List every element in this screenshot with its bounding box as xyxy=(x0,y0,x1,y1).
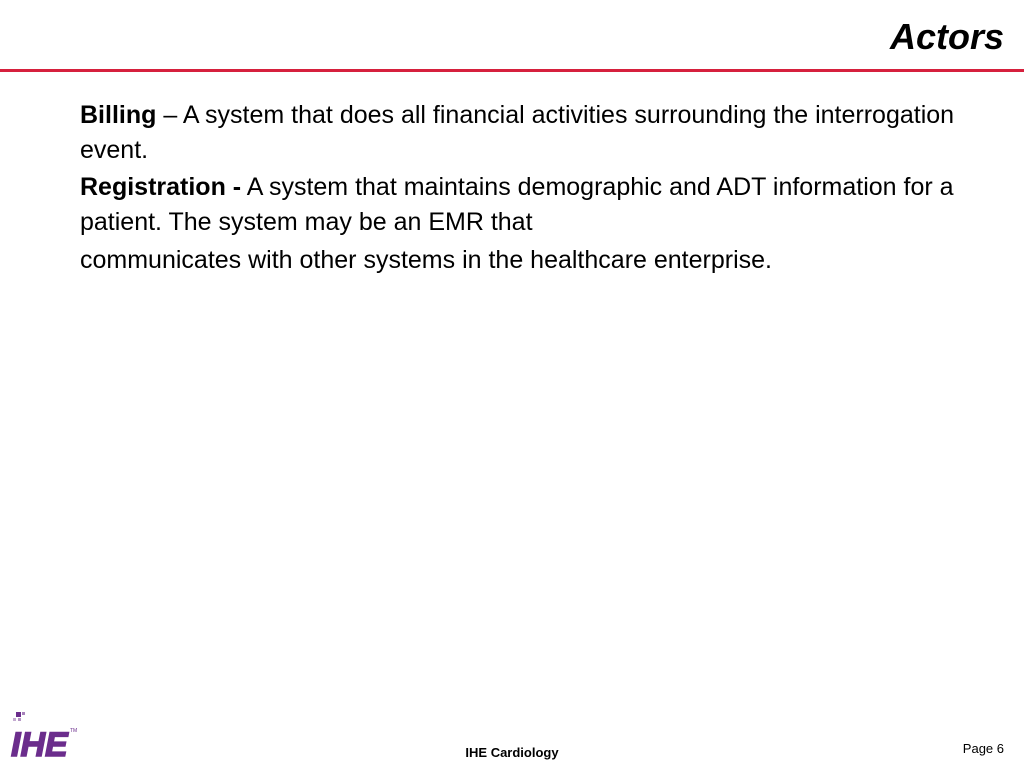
billing-term: Billing xyxy=(80,101,157,129)
billing-paragraph xyxy=(80,98,960,168)
logo-dot xyxy=(22,712,25,715)
slide-title: Actors xyxy=(889,16,1004,57)
page-number: Page 6 xyxy=(962,741,1004,756)
logo-trademark: TM xyxy=(70,728,78,734)
logo-dot xyxy=(13,718,16,721)
footer-title: IHE Cardiology xyxy=(465,745,559,760)
logo-dot xyxy=(18,718,21,721)
slide-content xyxy=(80,98,960,282)
registration-description-continued: communicates with other systems in the healthcare enterprise. xyxy=(80,246,772,274)
title-divider xyxy=(0,69,1024,72)
logo-wordmark: IHE xyxy=(11,726,68,762)
billing-description: A system that does all financial activities surrounding the interrogation event. xyxy=(80,101,955,164)
billing-separator: – xyxy=(156,101,183,129)
registration-description: A system that maintains demographic and ADT information for a patient. The system may be an EMR that xyxy=(80,173,954,236)
registration-term: Registration - xyxy=(80,173,242,201)
registration-paragraph xyxy=(80,170,960,280)
logo-dot xyxy=(16,712,21,717)
